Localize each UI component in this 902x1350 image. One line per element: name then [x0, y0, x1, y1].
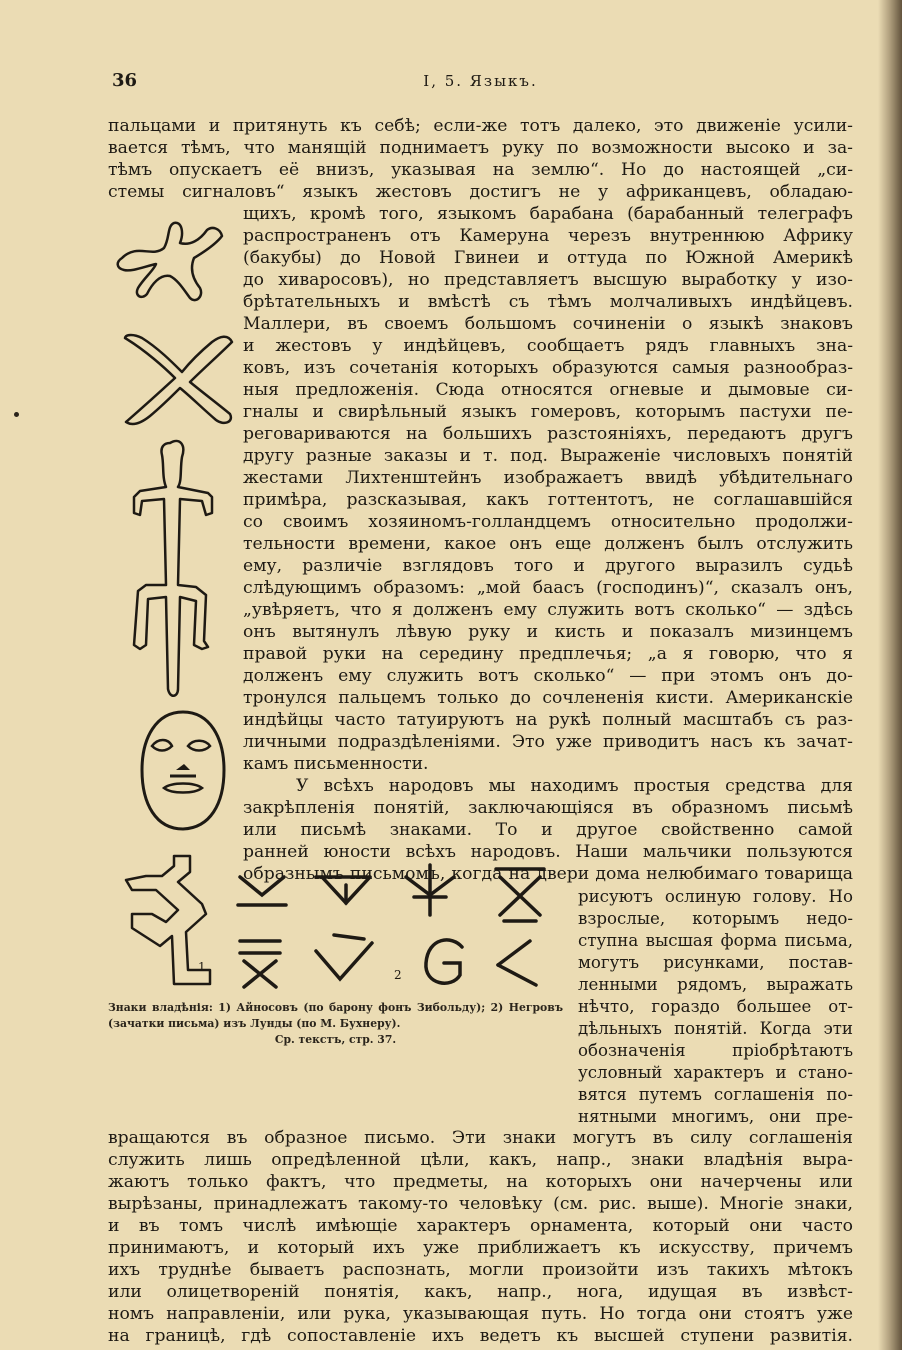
- text-line: нятными многимъ, они пре-: [578, 1107, 853, 1126]
- text-line: до хиваросовъ), но представляетъ высшую выработку у изо-: [243, 270, 853, 290]
- margin-mark: [14, 412, 19, 417]
- text-line: слѣдующимъ образомъ: „мой баасъ (господинъ)“, сказалъ онъ,: [243, 578, 853, 598]
- page-number: 36: [112, 70, 138, 91]
- text-line: тельности времени, какое онъ еще долженъ былъ отслужить: [243, 534, 853, 554]
- text-line: ему, различіе взглядовъ того и другого выразилъ судьѣ: [243, 556, 853, 576]
- text-line: (бакубы) до Новой Гвинеи и оттуда по Южной Америкѣ: [243, 248, 853, 268]
- text-line: долженъ ему служить вотъ сколько“ — при этомъ онъ до-: [243, 666, 853, 686]
- ainu-sign-figure-cross: [120, 330, 240, 430]
- figure-label-2: 2: [394, 968, 402, 982]
- text-line: У всѣхъ народовъ мы находимъ простыя средства для: [296, 776, 853, 796]
- text-line: пальцами и притянуть къ себѣ; если-же тотъ далеко, это движеніе усили-: [108, 116, 853, 136]
- text-line: нѣчто, гораздо большее от-: [578, 997, 853, 1016]
- text-line: другу разные заказы и т. под. Выраженіе числовыхъ понятій: [243, 446, 853, 466]
- text-line: и жестовъ у индѣйцевъ, сообщаетъ рядъ главныхъ зна-: [243, 336, 853, 356]
- text-line: личными подраздѣленіями. Это уже приводитъ насъ къ зачат-: [243, 732, 853, 752]
- text-line: камъ письменности.: [243, 754, 429, 774]
- text-line: или олицетвореній понятія, какъ, напр., нога, идущая въ извѣст-: [108, 1282, 853, 1302]
- text-line: могутъ рисунками, постав-: [578, 953, 853, 972]
- text-line: брѣтательныхъ и вмѣстѣ съ тѣмъ молчаливыхъ индѣйцевъ.: [243, 292, 853, 312]
- text-line: жестами Лихтенштейнъ изображаетъ ввидѣ убѣдительнаго: [243, 468, 853, 488]
- text-line: и въ томъ числѣ имѣющіе характеръ орнамента, который они часто: [108, 1216, 853, 1236]
- text-line: вырѣзаны, принадлежатъ такому-то человѣку (см. рис. выше). Многіе знаки,: [108, 1194, 853, 1214]
- text-line: взрослые, которымъ недо-: [578, 909, 853, 928]
- text-line: обозначенія пріобрѣтаютъ: [578, 1041, 853, 1060]
- text-line: ступна высшая форма письма,: [578, 931, 853, 950]
- text-line: вращаются въ образное письмо. Эти знаки могутъ въ силу соглашенія: [108, 1128, 853, 1148]
- text-line: дѣльныхъ понятій. Когда эти: [578, 1019, 853, 1038]
- text-line: рисуютъ ослиную голову. Но: [578, 887, 853, 906]
- text-line: ихъ труднѣе бываетъ распознать, могли произойти изъ такихъ мѣтокъ: [108, 1260, 853, 1280]
- text-line: примѣра, разсказывая, какъ готтентотъ, не соглашавшійся: [243, 490, 853, 510]
- text-line: щихъ, кромѣ того, языкомъ барабана (барабанный телеграфъ: [243, 204, 853, 224]
- ainu-sign-figure-face: [138, 708, 228, 833]
- text-line: образнымъ письмомъ, когда на двери дома нелюбимаго товарища: [243, 864, 853, 884]
- text-line: правой руки на середину предплечья; „а я говорю, что я: [243, 644, 853, 664]
- text-line: вается тѣмъ, что манящій поднимаетъ руку по возможности высоко и за-: [108, 138, 853, 158]
- text-line: на границѣ, гдѣ сопоставленіе ихъ ведетъ къ высшей ступени развитія.: [108, 1326, 853, 1346]
- text-line: тронулся пальцемъ только до сочлененія кисти. Американскіе: [243, 688, 853, 708]
- text-line: условный характеръ и стано-: [578, 1063, 853, 1082]
- text-line: жаютъ только фактъ, что предметы, на которыхъ они начерчены или: [108, 1172, 853, 1192]
- text-line: принимаютъ, и который ихъ уже приближаетъ къ искусству, причемъ: [108, 1238, 853, 1258]
- figure-caption-ref: Ср. текстъ, стр. 37.: [274, 1033, 397, 1046]
- ainu-sign-figure-lizard: [112, 435, 237, 715]
- figure-caption-main: Знаки владѣнія: 1) Айносовъ (по барону фонъ Зибольду); 2) Негровъ (зачатки письма) изъ Лунды (по М. Бухнеру).: [108, 1001, 563, 1030]
- text-line: реговариваются на большихъ разстояніяхъ, передаютъ другъ: [243, 424, 853, 444]
- text-line: распространенъ отъ Камеруна черезъ внутреннюю Африку: [243, 226, 853, 246]
- text-line: гналы и свирѣльный языкъ гомеровъ, которымъ пастухи пе-: [243, 402, 853, 422]
- text-line: „увѣряетъ, что я долженъ ему служить вотъ сколько“ — здѣсь: [243, 600, 853, 620]
- text-line: ныя предложенія. Сюда относятся огневые и дымовые си-: [243, 380, 853, 400]
- text-line: ковъ, изъ сочетанія которыхъ образуются самыя разнообраз-: [243, 358, 853, 378]
- text-line: закрѣпленія понятій, заключающіяся въ образномъ письмѣ: [243, 798, 853, 818]
- text-line: тѣмъ опускаетъ её внизъ, указывая на землю“. Но до настоящей „си-: [108, 160, 853, 180]
- figure-caption: [108, 1000, 563, 1048]
- text-line: вятся путемъ соглашенія по-: [578, 1085, 853, 1104]
- text-line: стемы сигналовъ“ языкъ жестовъ достигъ не у африканцевъ, обладаю-: [108, 182, 853, 202]
- text-line: или письмѣ знаками. То и другое свойственно самой: [243, 820, 853, 840]
- text-line: служить лишь опредѣленной цѣли, какъ, напр., знаки владѣнія выра-: [108, 1150, 853, 1170]
- text-line: онъ вытянулъ лѣвую руку и кисть и показалъ мизинцемъ: [243, 622, 853, 642]
- running-title: I, 5. Языкъ.: [423, 72, 538, 90]
- page-header: [108, 70, 853, 100]
- text-line: номъ направленіи, или рука, указывающая путь. Но тогда они стоятъ уже: [108, 1304, 853, 1324]
- text-line: ранней юности всѣхъ народовъ. Наши мальчики пользуются: [243, 842, 853, 862]
- text-line: Маллери, въ своемъ большомъ сочиненіи о языкѣ знаковъ: [243, 314, 853, 334]
- text-line: индѣйцы часто татуируютъ на рукѣ полный масштабъ съ раз-: [243, 710, 853, 730]
- figure-label-1: 1: [198, 960, 206, 974]
- text-line: ленными рядомъ, выражать: [578, 975, 853, 994]
- text-line: со своимъ хозяиномъ-голландцемъ относительно продолжи-: [243, 512, 853, 532]
- ainu-sign-figure-person: [112, 218, 237, 318]
